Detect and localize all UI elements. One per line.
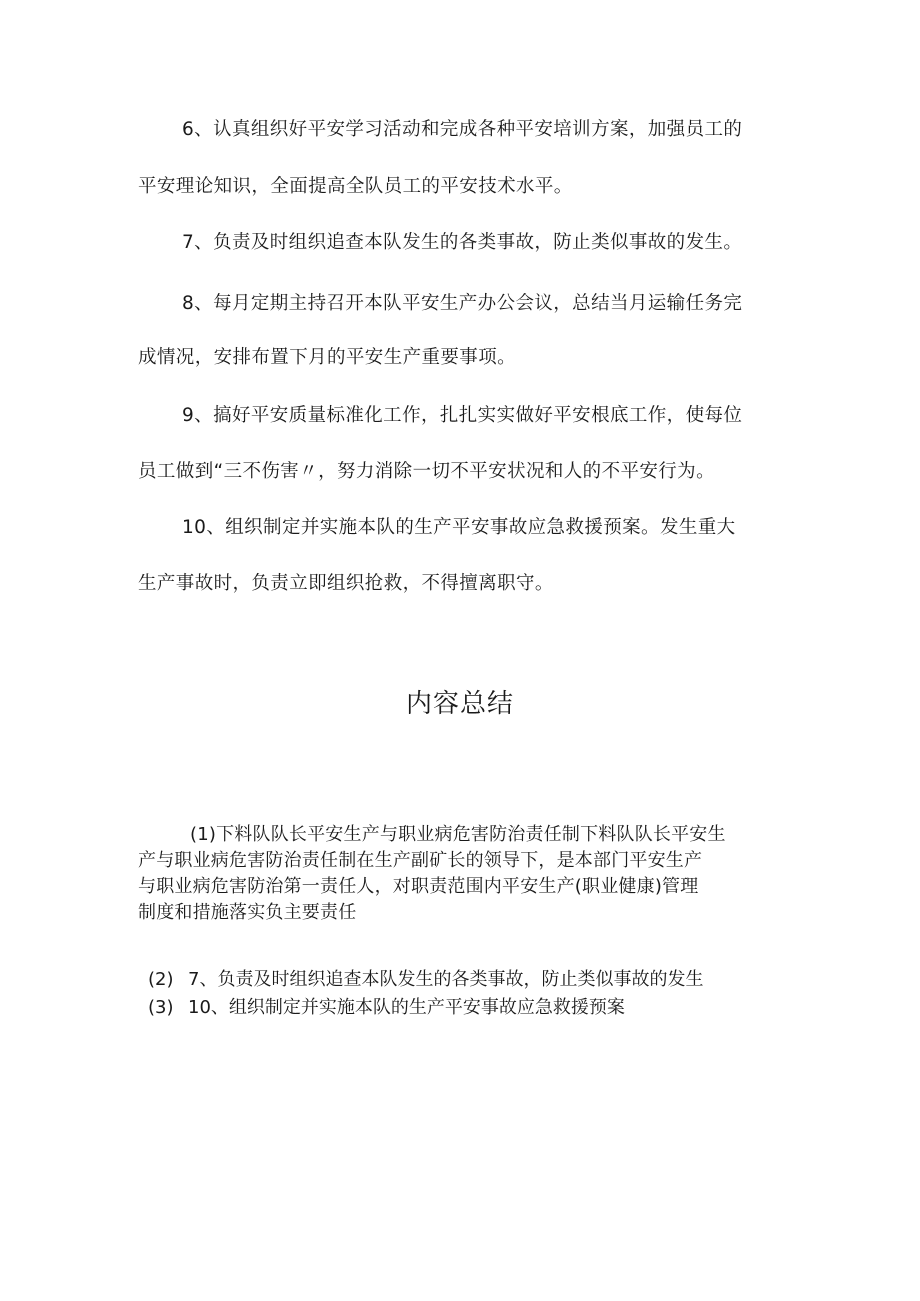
paragraph-10-line-1: 10、组织制定并实施本队的生产平安事故应急救援预案。发生重大 (182, 517, 736, 538)
paragraph-9-line-1: 9、搞好平安质量标准化工作，扎扎实实做好平安根底工作，使每位 (182, 405, 743, 426)
summary-item-2-text: 7、负责及时组织追查本队发生的各类事故，防止类似事故的发生 (188, 969, 704, 990)
summary-item-2-number: (2) (148, 969, 174, 990)
paragraph-6-line-2: 平安理论知识，全面提高全队员工的平安技术水平。 (138, 176, 573, 197)
summary-item-1-line-2: 产与职业病危害防治责任制在生产副矿长的领导下，是本部门平安生产 (138, 850, 703, 871)
paragraph-8-line-2: 成情况，安排布置下月的平安生产重要事项。 (138, 347, 517, 368)
paragraph-8-line-1: 8、每月定期主持召开本队平安生产办公会议，总结当月运输任务完 (182, 293, 743, 314)
summary-item-1-line-1: (1)下料队队长平安生产与职业病危害防治责任制下料队队长平安生 (190, 824, 726, 845)
summary-item-3-number: (3) (148, 997, 174, 1018)
paragraph-10-line-2: 生产事故时，负责立即组织抢救，不得擅离职守。 (138, 573, 554, 594)
summary-item-1-line-3: 与职业病危害防治第一责任人，对职责范围内平安生产(职业健康)管理 (138, 876, 699, 897)
summary-item-1-line-4: 制度和措施落实负主要责任 (138, 902, 357, 923)
paragraph-7-line-1: 7、负责及时组织追查本队发生的各类事故，防止类似事故的发生。 (182, 232, 743, 253)
paragraph-6-line-1: 6、认真组织好平安学习活动和完成各种平安培训方案，加强员工的 (182, 119, 743, 140)
paragraph-9-line-2: 员工做到“三不伤害〃，努力消除一切不平安状况和人的不平安行为。 (138, 461, 715, 482)
summary-item-3 (148, 995, 625, 1021)
summary-item-3-text: 10、组织制定并实施本队的生产平安事故应急救援预案 (188, 997, 625, 1018)
summary-title: 内容总结 (405, 689, 514, 719)
summary-item-2 (148, 967, 703, 993)
